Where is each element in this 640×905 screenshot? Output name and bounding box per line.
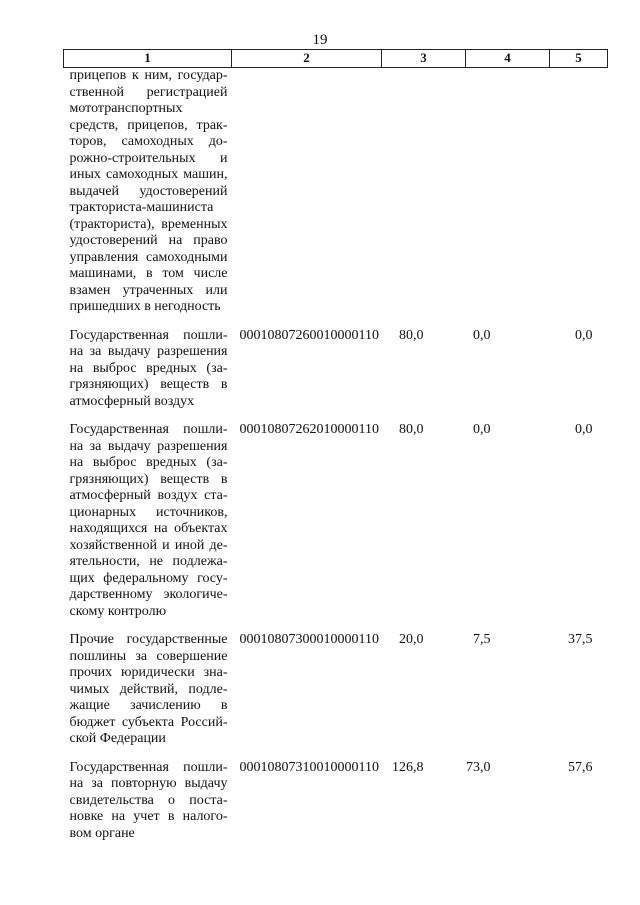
row-value-col-4: 73,0 bbox=[466, 759, 491, 775]
row-name-line: Государственная пошли- bbox=[69, 327, 228, 343]
row-name-line: Государственная пошли- bbox=[69, 422, 228, 437]
row-name-line: на за повторную выдачу bbox=[69, 776, 228, 791]
row-name-line: удостоверений на право bbox=[69, 233, 228, 248]
row-name bbox=[64, 68, 232, 324]
row-value-col-4: 0,0 bbox=[473, 327, 491, 343]
row-name-line: рожно-строительных и bbox=[69, 150, 228, 166]
row-name-line: щих федеральному госу- bbox=[69, 570, 228, 586]
row-code: 00010807262010000110 bbox=[239, 422, 379, 437]
row-code: 00010807310010000110 bbox=[239, 759, 379, 775]
table-row bbox=[64, 418, 608, 628]
row-value-col-4 bbox=[466, 68, 550, 324]
row-name-line: прочих юридически зна- bbox=[69, 665, 228, 680]
row-name-line: грязняющих) веществ в bbox=[69, 471, 228, 487]
row-value-col-5: 37,5 bbox=[568, 632, 593, 647]
row-name-line: (тракториста), временных bbox=[69, 216, 228, 232]
table-row bbox=[64, 324, 608, 419]
row-name bbox=[64, 628, 232, 756]
row-name-line: тракториста-машиниста bbox=[69, 200, 214, 215]
table-header bbox=[64, 50, 608, 68]
row-code: 00010807300010000110 bbox=[239, 632, 379, 647]
row-name-line: атмосферный воздух bbox=[69, 393, 195, 409]
row-name-line: бюджет субъекта Россий- bbox=[69, 714, 228, 730]
row-name-line: иных самоходных машин, bbox=[69, 167, 228, 182]
row-name-line: дарственному экологиче- bbox=[69, 587, 228, 602]
row-code: 00010807260010000110 bbox=[239, 327, 379, 343]
row-name bbox=[64, 756, 232, 851]
row-name bbox=[64, 418, 232, 628]
header-col-1: 1 bbox=[64, 50, 232, 68]
row-name-line: хозяйственной и иной де- bbox=[69, 537, 228, 553]
row-value-col-3: 80,0 bbox=[399, 327, 424, 343]
row-name-line: атмосферный воздух ста- bbox=[69, 488, 228, 503]
row-value-col-3 bbox=[382, 68, 466, 324]
row-value-col-3: 20,0 bbox=[399, 632, 424, 647]
row-value-col-4: 0,0 bbox=[473, 422, 491, 437]
header-col-2: 2 bbox=[232, 50, 382, 68]
row-name-line: свидетельства о поста- bbox=[69, 792, 228, 808]
row-value-col-3: 80,0 bbox=[399, 422, 424, 437]
row-value-col-5: 0,0 bbox=[575, 327, 593, 343]
row-value-col-3: 126,8 bbox=[392, 759, 424, 775]
row-name-line: Государственная пошли- bbox=[69, 759, 228, 775]
row-name bbox=[64, 324, 232, 419]
row-name-line: ственной регистрацией bbox=[69, 84, 228, 100]
row-code bbox=[232, 68, 382, 324]
row-name-line: Прочие государственные bbox=[69, 632, 228, 647]
row-name-line: на за выдачу разрешения bbox=[69, 438, 228, 454]
row-name-line: машинами, в том числе bbox=[69, 266, 228, 281]
row-name-line: выдачей удостоверений bbox=[69, 183, 228, 199]
row-name-line: на выброс вредных (за- bbox=[69, 360, 228, 376]
row-name-line: прицепов к ним, государ- bbox=[69, 68, 228, 83]
row-name-line: управления самоходными bbox=[69, 249, 228, 265]
row-value-col-4: 7,5 bbox=[473, 632, 491, 647]
row-name-line: на выброс вредных (за- bbox=[69, 455, 228, 470]
budget-table bbox=[63, 49, 608, 850]
row-value-col-5: 57,6 bbox=[568, 759, 593, 775]
row-name-line: пошлины за совершение bbox=[69, 648, 228, 664]
table-row bbox=[64, 756, 608, 851]
header-col-3: 3 bbox=[382, 50, 466, 68]
row-name-line: скому контролю bbox=[69, 603, 167, 619]
row-name-line: ционарных источников, bbox=[69, 504, 228, 520]
row-name-line: чимых действий, подле- bbox=[69, 681, 228, 697]
row-name-line: жащие зачислению в bbox=[69, 698, 228, 713]
row-name-line: взамен утраченных или bbox=[69, 282, 228, 298]
row-name-line: мототранспортных bbox=[69, 101, 183, 116]
row-name-line: ской Федерации bbox=[69, 731, 166, 746]
row-name-line: пришедших в негодность bbox=[69, 299, 221, 314]
header-col-4: 4 bbox=[466, 50, 550, 68]
row-name-line: грязняющих) веществ в bbox=[69, 377, 228, 392]
table-row bbox=[64, 68, 608, 324]
row-name-line: торов, самоходных до- bbox=[69, 134, 228, 149]
row-name-line: на за выдачу разрешения bbox=[69, 344, 228, 359]
row-value-col-5: 0,0 bbox=[575, 422, 593, 437]
row-name-line: средств, прицепов, трак- bbox=[69, 117, 228, 133]
row-name-line: находящихся на объектах bbox=[69, 521, 228, 536]
row-value-col-5 bbox=[550, 68, 608, 324]
row-name-line: новке на учет в налого- bbox=[69, 809, 228, 824]
table-row bbox=[64, 628, 608, 756]
row-name-line: вом органе bbox=[69, 825, 135, 841]
page-number: 19 bbox=[312, 32, 328, 48]
header-col-5: 5 bbox=[550, 50, 608, 68]
table-body bbox=[64, 68, 608, 851]
row-name-line: ятельности, не подлежа- bbox=[69, 554, 228, 569]
